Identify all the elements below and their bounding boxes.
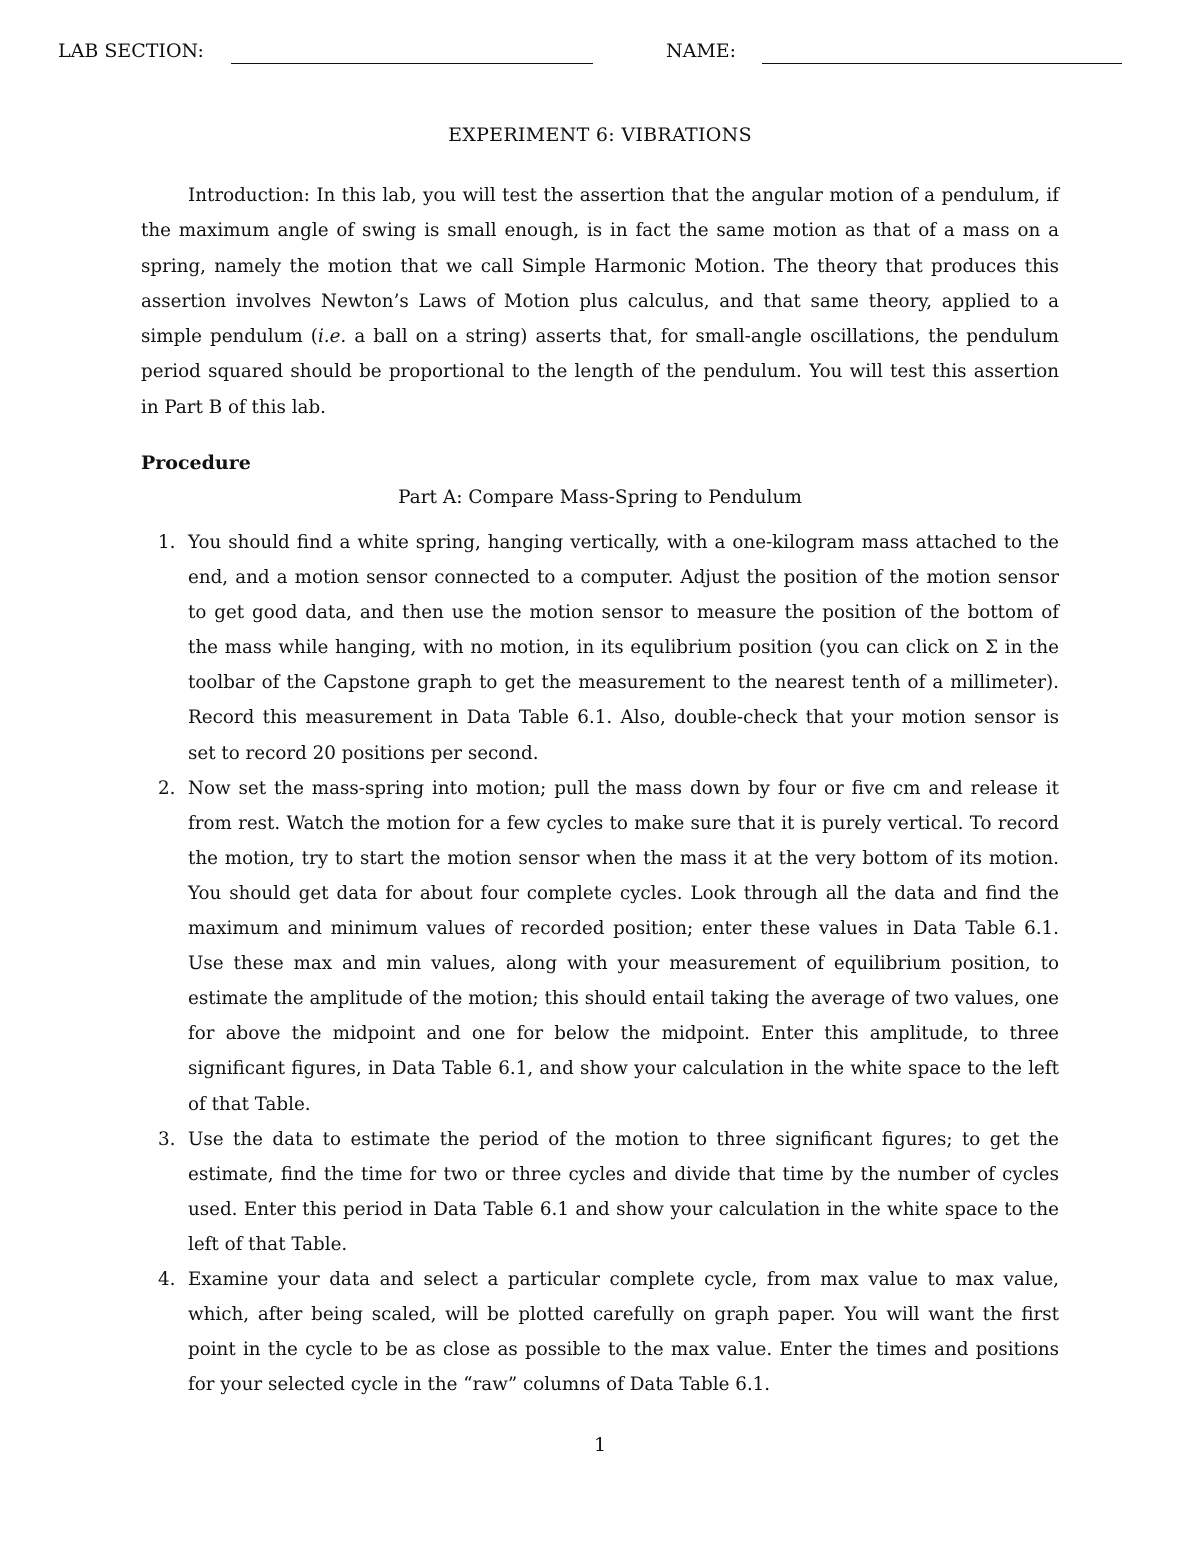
procedure-steps xyxy=(141,525,1059,1402)
name-blank xyxy=(762,63,1122,64)
list-item xyxy=(141,1262,1059,1402)
list-item xyxy=(141,1122,1059,1262)
step-number: 1. xyxy=(158,532,176,553)
step-text: You should find a white spring, hanging vertically, with a one-kilogram mass attached to the end, and a motion sensor connected to a computer. Adjust the position of the motion sensor to get good data, and then use the motion sensor to measure the position of the bottom of the mass while hanging, with no motion, in its equlibrium position (you can click on Σ in the toolbar of the Capstone graph to get the measurement to the nearest tenth of a millimeter). Record this measurement in Data Table 6.1. Also, double-check that your motion sensor is set to record 20 positions per second. xyxy=(188,532,1059,764)
lab-section-label: LAB SECTION: xyxy=(58,40,204,62)
intro-text-part-1: Introduction: In this lab, you will test the assertion that the angular motion of a pendulum, if the maximum angle of swing is small enough, is in fact the same motion as that of a mass on a spring, namely the motion that we call Simple Harmonic Motion. The theory that produces this assertion involves Newton’s Laws of Motion plus calculus, and that same theory, applied to a simple pendulum ( xyxy=(141,185,1059,348)
step-text: Use the data to estimate the period of the motion to three significant figures; to get the estimate, find the time for two or three cycles and divide that time by the number of cycles used. Enter this period in Data Table 6.1 and show your calculation in the white space to the left of that Table. xyxy=(188,1128,1059,1255)
page-number: 1 xyxy=(593,1434,607,1456)
list-item xyxy=(141,525,1059,771)
step-text: Now set the mass-spring into motion; pull the mass down by four or five cm and release it from rest. Watch the motion for a few cycles to make sure that it is purely vertical. To record the motion, try to start the motion sensor when the mass it at the very bottom of its motion. You should get data for about four complete cycles. Look through all the data and find the maximum and minimum values of recorded position; enter these values in Data Table 6.1. Use these max and min values, along with your measurement of equilibrium position, to estimate the amplitude of the motion; this should entail taking the average of two values, one for above the midpoint and one for below the midpoint. Enter this amplitude, to three significant figures, in Data Table 6.1, and show your calculation in the white space to the left of that Table. xyxy=(188,777,1059,1115)
name-label: NAME: xyxy=(666,40,737,62)
step-number: 4. xyxy=(158,1268,176,1290)
introduction-paragraph xyxy=(141,178,1059,425)
step-number: 2. xyxy=(158,777,176,799)
part-a-heading: Part A: Compare Mass-Spring to Pendulum xyxy=(398,487,802,508)
list-item xyxy=(141,771,1059,1122)
lab-section-blank xyxy=(231,63,593,64)
intro-text-part-2: a ball on a string) asserts that, for small-angle oscillations, the pendulum period squared should be proportional to the length of the pendulum. You will test this assertion in Part B of this lab. xyxy=(141,326,1060,418)
step-number: 3. xyxy=(158,1128,176,1150)
step-text: Examine your data and select a particular complete cycle, from max value to max value, which, after being scaled, will be plotted carefully on graph paper. You will want the first point in the cycle to be as close as possible to the max value. Enter the times and positions for your selected cycle in the “raw” columns of Data Table 6.1. xyxy=(188,1268,1059,1396)
page-title: EXPERIMENT 6: VIBRATIONS xyxy=(448,124,752,146)
procedure-heading: Procedure xyxy=(141,452,251,474)
intro-ie: i.e. xyxy=(317,326,347,348)
header-row xyxy=(58,40,1122,70)
